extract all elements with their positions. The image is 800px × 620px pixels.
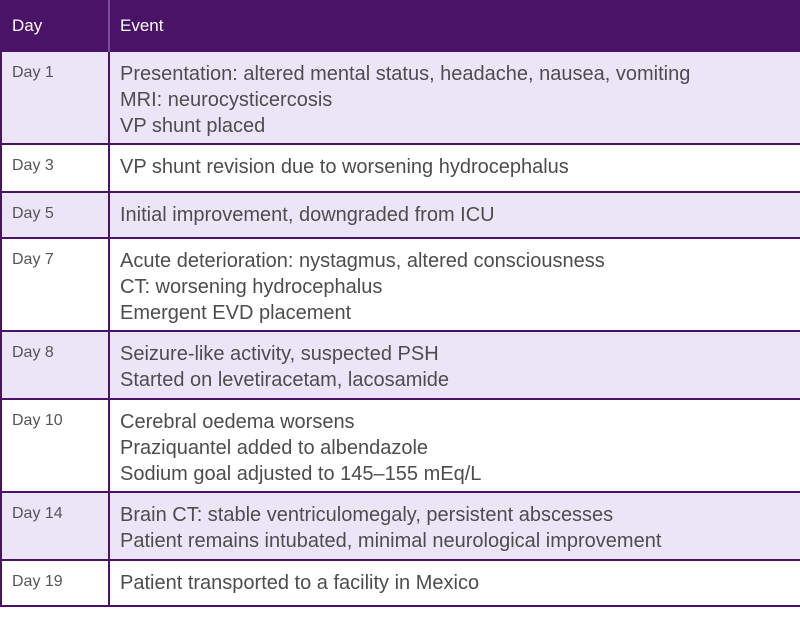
event-cell xyxy=(109,492,800,560)
table-row xyxy=(1,144,800,192)
day-cell: Day 19 xyxy=(1,560,109,606)
event-line: VP shunt placed xyxy=(120,115,266,137)
event-line: Emergent EVD placement xyxy=(120,302,352,324)
event-line: Patient transported to a facility in Mexico xyxy=(120,572,480,594)
day-cell: Day 3 xyxy=(1,144,109,192)
day-cell: Day 14 xyxy=(1,492,109,560)
event-line: Praziquantel added to albendazole xyxy=(120,437,429,459)
header-event: Event xyxy=(109,1,800,51)
table-row xyxy=(1,560,800,606)
event-line: Sodium goal adjusted to 145–155 mEq/L xyxy=(120,463,482,485)
table-row xyxy=(1,492,800,560)
event-line: Patient remains intubated, minimal neurological improvement xyxy=(120,530,662,552)
day-cell: Day 1 xyxy=(1,51,109,144)
day-cell: Day 5 xyxy=(1,192,109,238)
day-cell: Day 7 xyxy=(1,238,109,331)
header-row xyxy=(1,1,800,51)
event-cell xyxy=(109,238,800,331)
day-cell: Day 8 xyxy=(1,331,109,399)
table-row xyxy=(1,331,800,399)
event-line: Brain CT: stable ventriculomegaly, persistent abscesses xyxy=(120,504,614,526)
event-line: Cerebral oedema worsens xyxy=(120,411,355,433)
event-line: MRI: neurocysticercosis xyxy=(120,89,333,111)
event-line: Presentation: altered mental status, headache, nausea, vomiting xyxy=(120,63,691,85)
event-cell xyxy=(109,192,800,238)
event-line: Acute deterioration: nystagmus, altered consciousness xyxy=(120,250,605,272)
event-line: CT: worsening hydrocephalus xyxy=(120,276,383,298)
header-day: Day xyxy=(1,1,109,51)
table-row xyxy=(1,51,800,144)
table-row xyxy=(1,238,800,331)
event-cell xyxy=(109,560,800,606)
event-line: Seizure-like activity, suspected PSH xyxy=(120,343,439,365)
event-cell xyxy=(109,51,800,144)
table-row xyxy=(1,192,800,238)
day-cell: Day 10 xyxy=(1,399,109,492)
table-row xyxy=(1,399,800,492)
event-line: Initial improvement, downgraded from ICU xyxy=(120,204,495,226)
event-cell xyxy=(109,144,800,192)
event-line: Started on levetiracetam, lacosamide xyxy=(120,369,450,391)
event-cell xyxy=(109,331,800,399)
event-line: VP shunt revision due to worsening hydrocephalus xyxy=(120,156,569,178)
event-cell xyxy=(109,399,800,492)
